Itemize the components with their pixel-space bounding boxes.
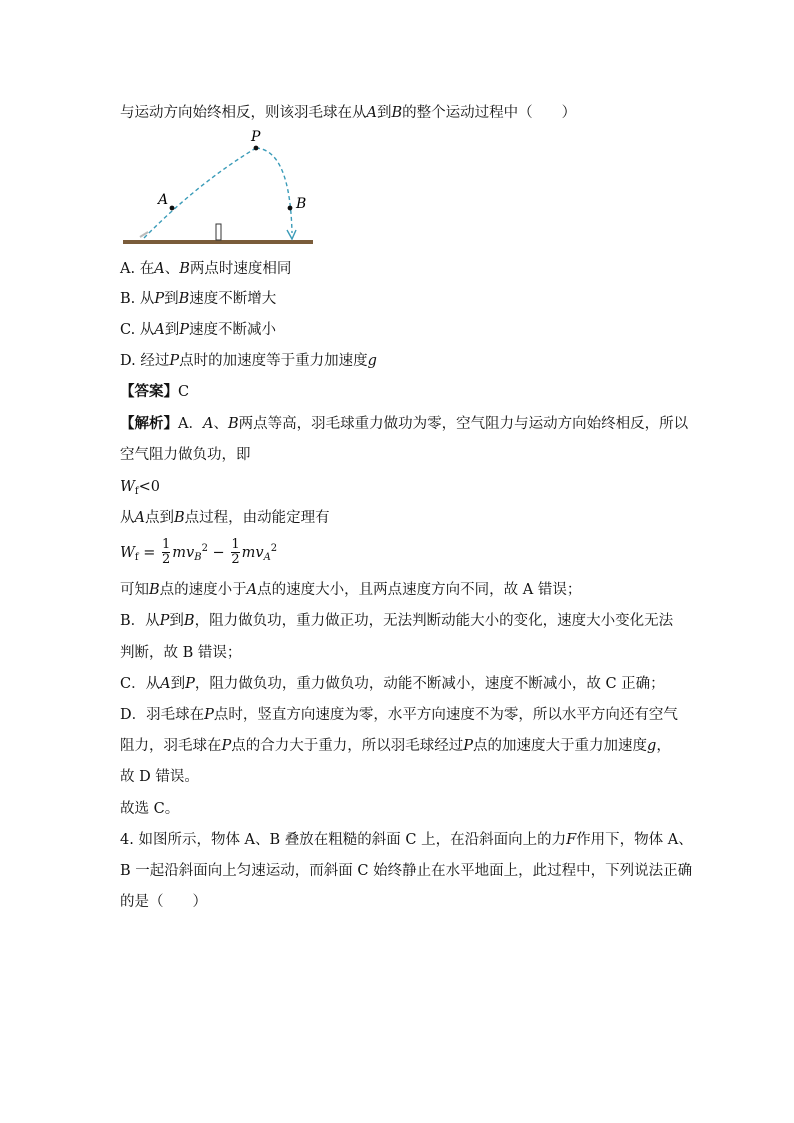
analysis-conclusion: 故选 C。 bbox=[120, 801, 180, 817]
question-4-line-1: 4. 如图所示，物体 A、B 叠放在粗糙的斜面 C 上，在沿斜面向上的力F作用下，物体 A、 bbox=[120, 832, 693, 848]
analysis-line-2: 空气阻力做负功，即 bbox=[120, 447, 251, 463]
analysis-line-6: 判断，故 B 错误； bbox=[120, 645, 242, 661]
analysis-line-1: 【解析】A．A、B两点等高，羽毛球重力做功为零，空气阻力与运动方向始终相反，所以 bbox=[120, 415, 689, 432]
analysis-line-4: 可知B点的速度小于A点的速度大小，且两点速度方向不同，故 A 错误； bbox=[120, 582, 582, 598]
point-a bbox=[170, 206, 175, 211]
trajectory-figure bbox=[118, 128, 318, 257]
question-4-line-2: B 一起沿斜面向上匀速运动，而斜面 C 始终静止在水平地面上，此过程中，下列说法正确 bbox=[120, 863, 693, 879]
analysis-line-3: 从A点到B点过程，由动能定理有 bbox=[120, 510, 330, 526]
analysis-line-10: 故 D 错误。 bbox=[120, 769, 199, 785]
label-b: B bbox=[296, 196, 307, 212]
question-4-line-3: 的是（ ） bbox=[120, 894, 207, 910]
option-d: D. 经过P点时的加速度等于重力加速度g bbox=[120, 353, 377, 369]
inequality-wf: $W_f<0$ bbox=[120, 479, 160, 497]
point-b bbox=[288, 206, 293, 211]
point-p bbox=[254, 146, 259, 151]
falling-trajectory bbox=[256, 148, 292, 233]
analysis-label: 【解析】 bbox=[120, 415, 178, 432]
label-a: A bbox=[158, 192, 169, 208]
ground-bar bbox=[123, 240, 313, 244]
option-c: C. 从A到P速度不断减小 bbox=[120, 322, 277, 338]
label-p: P bbox=[251, 129, 261, 145]
answer-value: C bbox=[178, 384, 190, 400]
option-b: B. 从P到B速度不断增大 bbox=[120, 291, 277, 307]
analysis-line-8: D．羽毛球在P点时，竖直方向速度为零，水平方向速度不为零，所以水平方向还有空气 bbox=[120, 707, 678, 723]
analysis-line-5: B．从P到B，阻力做负功，重力做正功，无法判断动能大小的变化，速度大小变化无法 bbox=[120, 613, 674, 629]
question-intro-line: 与运动方向始终相反，则该羽毛球在从A到B的整个运动过程中（ ） bbox=[120, 105, 577, 121]
net-post bbox=[216, 224, 221, 240]
answer-line bbox=[120, 382, 189, 402]
answer-label: 【答案】 bbox=[120, 383, 178, 400]
trajectory-diagram bbox=[118, 128, 318, 253]
analysis-line-7: C．从A到P，阻力做负功，重力做负功，动能不断减小，速度不断减小，故 C 正确； bbox=[120, 676, 665, 692]
shuttlecock-icon bbox=[140, 232, 148, 237]
kinetic-energy-equation: $W_f$ = $\frac{1}{2}$ $mv_B^2$ − $\frac{1}{2}$ $mv_A^2$ bbox=[120, 537, 278, 568]
analysis-line-9: 阻力，羽毛球在P点的合力大于重力，所以羽毛球经过P点的加速度大于重力加速度g， bbox=[120, 738, 671, 754]
option-a: A. 在A、B两点时速度相同 bbox=[120, 261, 292, 277]
